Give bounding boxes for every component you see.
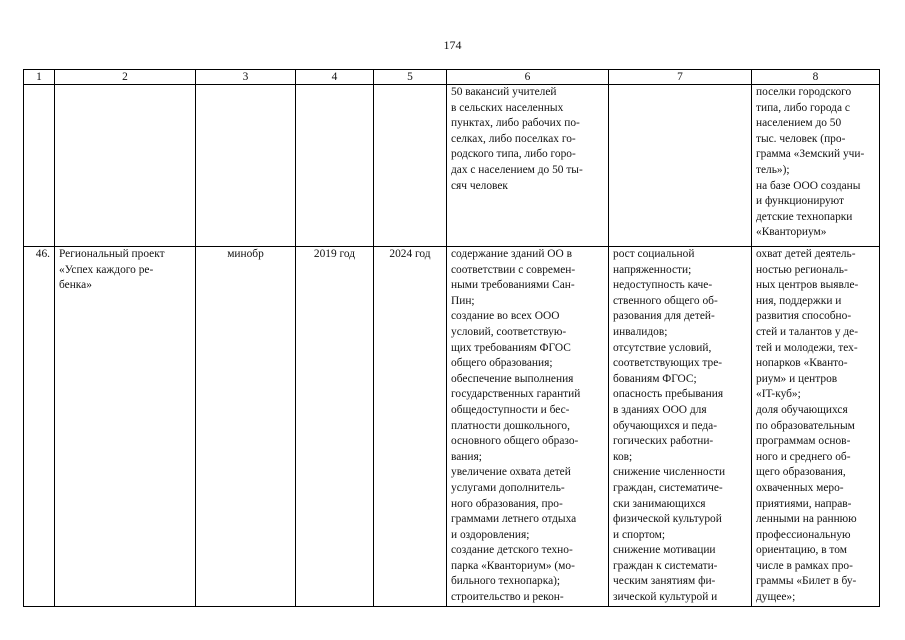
responsible-cell: [196, 85, 296, 247]
document-table: [23, 69, 880, 607]
table-row: [24, 247, 880, 607]
table-header-row: [24, 70, 880, 85]
header-cell-5: 5: [374, 70, 447, 85]
risks-cell: рост социальной напряженности; недоступность каче- ственного общего об- разования для детей- инвалидов; отсутствие условий, соответствующих тре- бованиям ФГОС; опасность пребывания в зданиях ООО для обучающихся и педа- гогических работни- ков; снижение численности граждан, систематиче- ски занимающихся физической культурой и спортом; снижение мотивации граждан к системати- ческим занятиям фи- зической культурой и: [609, 247, 752, 607]
header-cell-6: 6: [447, 70, 609, 85]
page-number: 174: [443, 38, 462, 52]
start-year-cell: [296, 85, 374, 247]
header-cell-2: 2: [55, 70, 196, 85]
header-cell-4: 4: [296, 70, 374, 85]
header-cell-1: 1: [24, 70, 55, 85]
measures-cell: содержание зданий ОО в соответствии с современ- ными требованиями Сан- Пин; создание во всех ООО условий, соответствую- щих требованиям ФГОС общего образования; обеспечение выполнения государственных гарантий общедоступности и бес- платности дошкольного, основного общего образо- вания; увеличение охвата детей услугами дополнитель- ного образования, про- граммами летнего отдыха и оздоровления; создание детского техно- парка «Кванториум» (мо- бильного технопарка); строительство и рекон-: [447, 247, 609, 607]
header-cell-7: 7: [609, 70, 752, 85]
end-year-cell: 2024 год: [374, 247, 447, 607]
responsible-cell: минобр: [196, 247, 296, 607]
indicators-cell: поселки городского типа, либо города с населением до 50 тыс. человек (про- грамма «Земский учи- тель»); на базе ООО созданы и функционируют детские технопарки «Кванториум»: [752, 85, 880, 247]
measures-cell: 50 вакансий учителей в сельских населенных пунктах, либо рабочих по- селках, либо поселках го- родского типа, либо горо- дах с населением до 50 ты- сяч человек: [447, 85, 609, 247]
project-name-cell: [55, 85, 196, 247]
indicators-cell: охват детей деятель- ностью региональ- ных центров выявле- ния, поддержки и развития способно- стей и талантов у де- тей и молодежи, тех- нопарков «Кванто- риум» и центров «IT-куб»; доля обучающихся по образовательным программам основ- ного и среднего об- щего образования, охваченных меро- приятиями, направ- ленными на раннюю профессиональную ориентацию, в том числе в рамках про- граммы «Билет в бу- дущее»;: [752, 247, 880, 607]
end-year-cell: [374, 85, 447, 247]
table-row: [24, 85, 880, 247]
start-year-cell: 2019 год: [296, 247, 374, 607]
project-name-cell: Региональный проект «Успех каждого ре- бенка»: [55, 247, 196, 607]
row-number-cell: [24, 85, 55, 247]
header-cell-8: 8: [752, 70, 880, 85]
risks-cell: [609, 85, 752, 247]
header-cell-3: 3: [196, 70, 296, 85]
row-number-cell: 46.: [24, 247, 55, 607]
